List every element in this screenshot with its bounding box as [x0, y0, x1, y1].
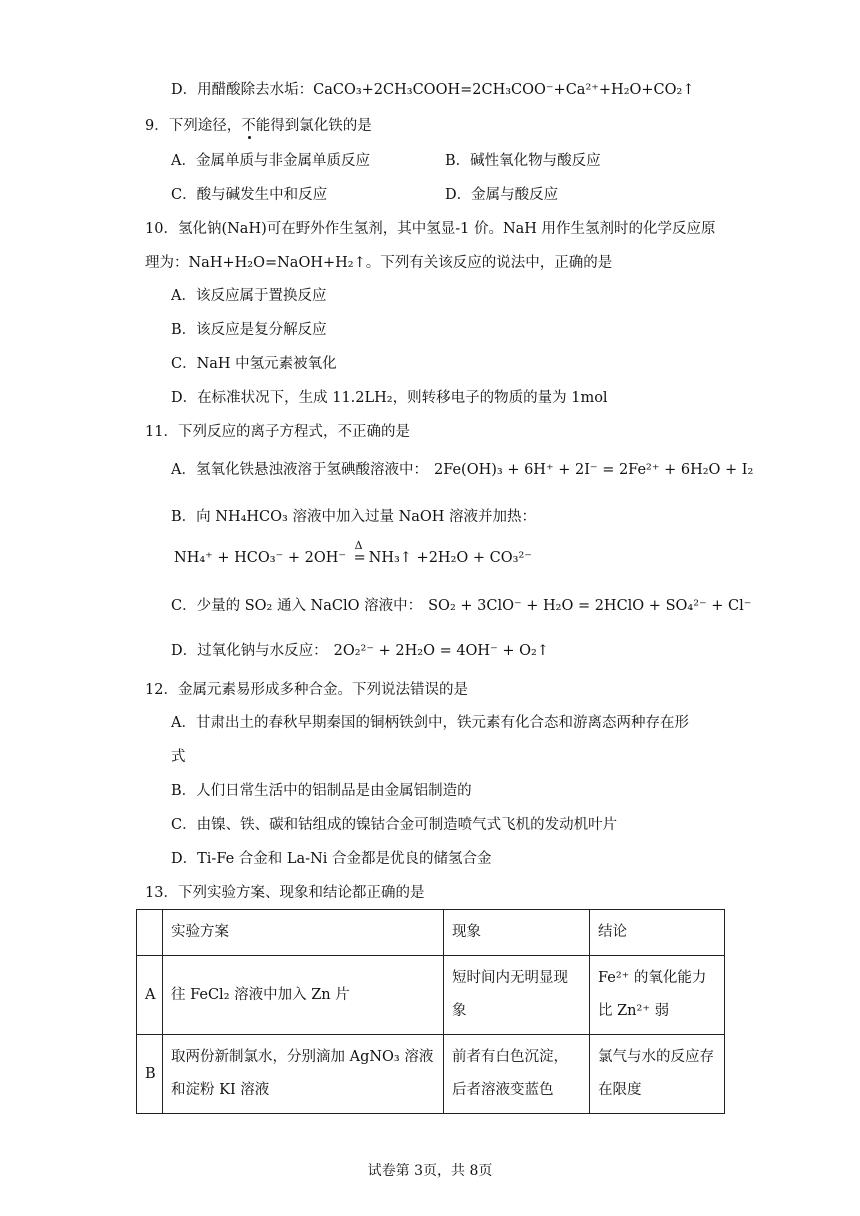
- q9-stem: 9．下列途径，不能得到氯化铁的是: [145, 118, 372, 134]
- q10-option-d: D．在标准状况下，生成 11.2LH₂，则转移电子的物质的量为 1mol: [171, 390, 608, 406]
- table-header-cell: 现象: [444, 910, 590, 956]
- q11-option-b-equation: NH₄⁺ + HCO₃⁻ + 2OH⁻ Δ = NH₃↑ +2H₂O + CO₃²⁻: [174, 548, 532, 568]
- q10-stem-line2: 理为：NaH+H₂O=NaOH+H₂↑。下列有关该反应的说法中，正确的是: [145, 255, 613, 271]
- row-plan: 取两份新制氯水，分别滴加 AgNO₃ 溶液和淀粉 KI 溶液: [163, 1035, 444, 1114]
- q10-option-c: C．NaH 中氢元素被氧化: [171, 356, 337, 372]
- q11-option-a: A．氢氧化铁悬浊液溶于氢碘酸溶液中： 2Fe(OH)₃ + 6H⁺ + 2I⁻ = 2Fe²⁺ + 6H₂O + I₂: [171, 462, 754, 478]
- table-row: [137, 1035, 725, 1114]
- q8-option-d: D．用醋酸除去水垢：CaCO₃+2CH₃COOH=2CH₃COO⁻+Ca²⁺+H₂O+CO₂↑: [171, 82, 695, 98]
- q13-stem: 13．下列实验方案、现象和结论都正确的是: [145, 885, 425, 901]
- row-id: B: [137, 1035, 163, 1114]
- q10-option-a: A．该反应属于置换反应: [171, 288, 327, 304]
- table-header-cell: 结论: [590, 910, 725, 956]
- q11-option-b: B．向 NH₄HCO₃ 溶液中加入过量 NaOH 溶液并加热：: [171, 509, 537, 525]
- q12-option-b: B．人们日常生活中的铝制品是由金属铝制造的: [171, 783, 472, 799]
- q9-option-b: B．碱性氧化物与酸反应: [445, 153, 601, 169]
- delta-symbol: Δ: [354, 539, 363, 552]
- table-row: [137, 956, 725, 1035]
- q10-stem-line1: 10．氢化钠(NaH)可在野外作生氢剂，其中氢显-1 价。NaH 用作生氢剂时的化学反应原: [145, 221, 716, 237]
- row-id: A: [137, 956, 163, 1035]
- table-header-cell: 实验方案: [163, 910, 444, 956]
- q11-option-d: D．过氧化钠与水反应： 2O₂²⁻ + 2H₂O = 4OH⁻ + O₂↑: [171, 643, 549, 659]
- page-footer: 试卷第 3页，共 8页: [367, 1163, 493, 1179]
- q11-stem: 11．下列反应的离子方程式，不正确的是: [145, 424, 410, 440]
- q9-option-c: C．酸与碱发生中和反应: [171, 187, 328, 203]
- row-plan: 往 FeCl₂ 溶液中加入 Zn 片: [163, 956, 444, 1035]
- q12-option-d: D．Ti-Fe 合金和 La-Ni 合金都是优良的储氢合金: [171, 851, 492, 867]
- q12-option-c: C．由镍、铁、碳和钴组成的镍钴合金可制造喷气式飞机的发动机叶片: [171, 817, 618, 833]
- q9-option-a: A．金属单质与非金属单质反应: [171, 153, 370, 169]
- row-conclusion: 氯气与水的反应存在限度: [590, 1035, 725, 1114]
- experiment-table: [136, 909, 725, 1114]
- q11-option-c: C．少量的 SO₂ 通入 NaClO 溶液中： SO₂ + 3ClO⁻ + H₂O = 2HClO + SO₄²⁻ + Cl⁻: [171, 598, 752, 614]
- q12-stem: 12．金属元素易形成多种合金。下列说法错误的是: [145, 682, 468, 698]
- table-header-row: [137, 910, 725, 956]
- q12-option-a-line2: 式: [171, 749, 186, 765]
- q12-option-a-line1: A．甘肃出土的春秋早期秦国的铜柄铁剑中，铁元素有化合态和游离态两种存在形: [171, 715, 689, 731]
- row-conclusion: Fe²⁺ 的氧化能力比 Zn²⁺ 弱: [590, 956, 725, 1035]
- row-phenomenon: 短时间内无明显现象: [444, 956, 590, 1035]
- q10-option-b: B．该反应是复分解反应: [171, 322, 327, 338]
- row-phenomenon: 前者有白色沉淀，后者溶液变蓝色: [444, 1035, 590, 1114]
- table-header-cell: [137, 910, 163, 956]
- q9-option-d: D．金属与酸反应: [445, 187, 559, 203]
